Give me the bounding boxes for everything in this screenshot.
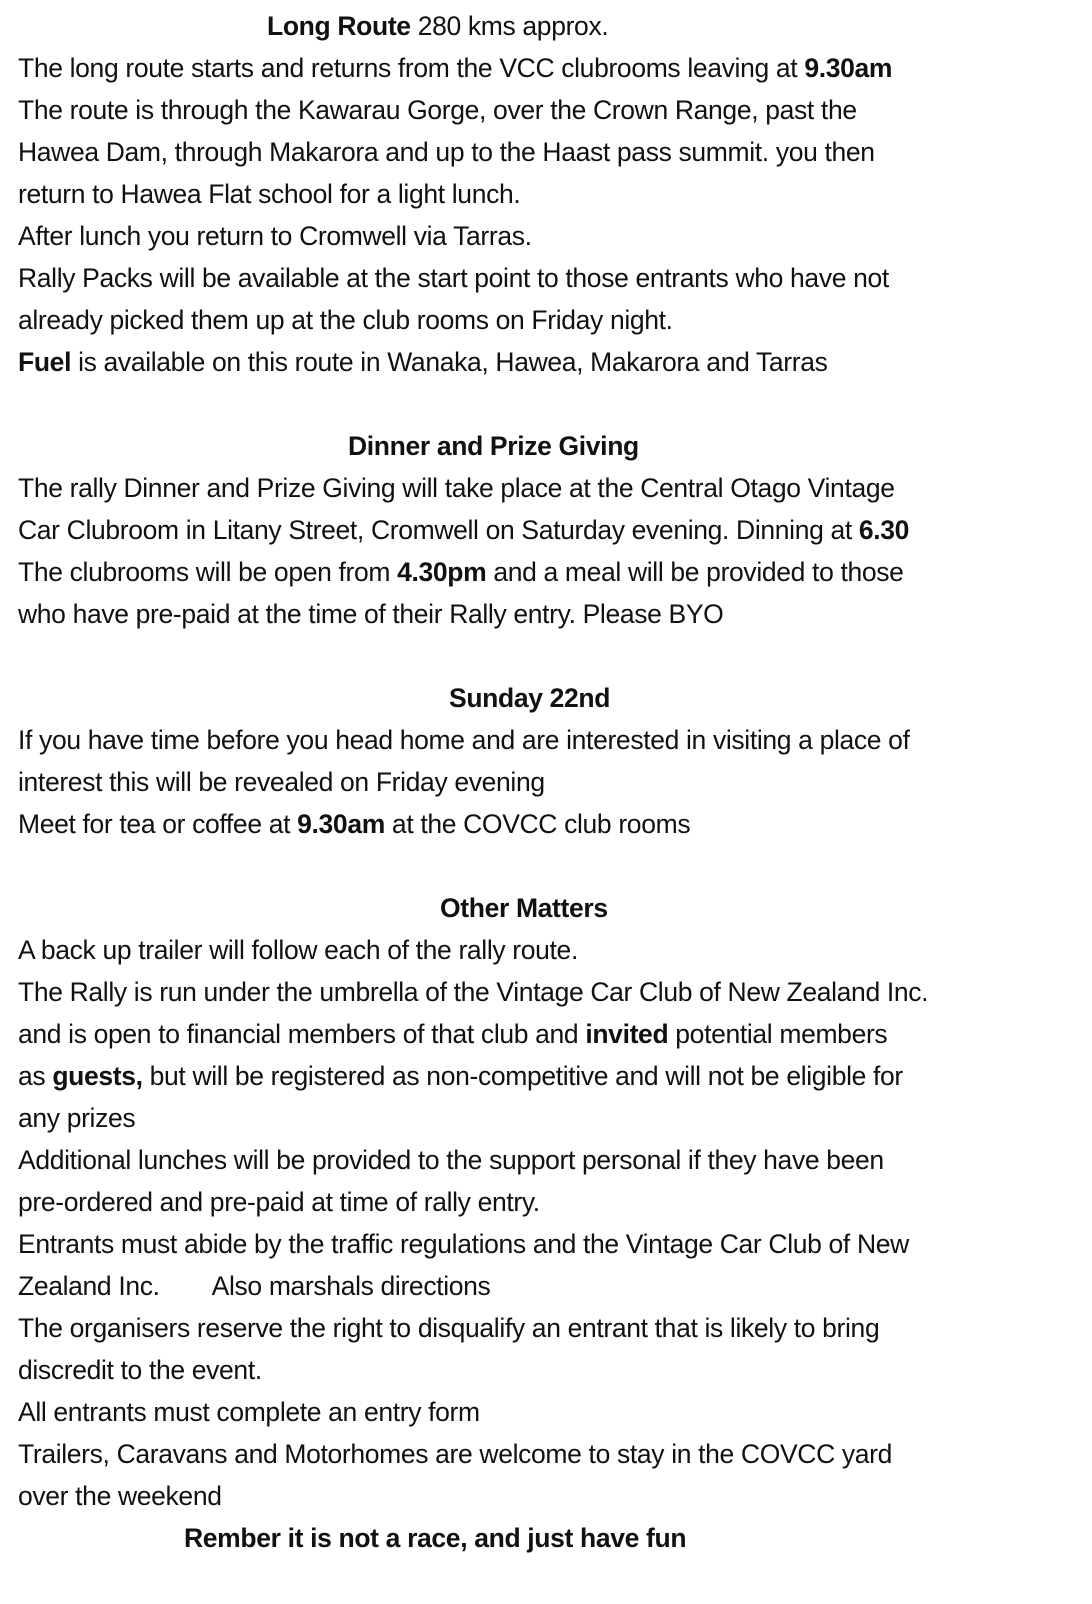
- other-line-8: Entrants must abide by the traffic regulations and the Vintage Car Club of New: [18, 1229, 909, 1259]
- dinner-text: and a meal will be provided to those: [486, 557, 904, 587]
- other-line-12: All entrants must complete an entry form: [18, 1397, 480, 1427]
- other-matters-heading: Other Matters: [440, 893, 608, 923]
- guests-emphasis: guests,: [52, 1061, 143, 1091]
- dinner-line-3: [18, 551, 904, 593]
- other-line-2: The Rally is run under the umbrella of the Vintage Car Club of New Zealand Inc.: [18, 977, 929, 1007]
- long-route-line-8: [18, 341, 828, 383]
- other-line-9: [18, 1265, 490, 1307]
- long-route-start-time: 9.30am: [804, 53, 893, 83]
- other-text: and is open to financial members of that club and: [18, 1019, 586, 1049]
- sunday-heading: Sunday 22nd: [449, 683, 611, 713]
- dinner-text: Car Clubroom in Litany Street, Cromwell on Saturday evening. Dinning at: [18, 515, 859, 545]
- long-route-text: The long route starts and returns from the VCC clubrooms leaving at: [18, 53, 805, 83]
- dinner-line-2: [18, 509, 909, 551]
- other-text: as: [18, 1061, 53, 1091]
- other-text: Zealand Inc.: [18, 1271, 160, 1301]
- long-route-line-1: [18, 47, 892, 89]
- other-line-4: [18, 1055, 903, 1097]
- long-route-line-6: Rally Packs will be available at the start point to those entrants who have not: [18, 263, 889, 293]
- other-line-6: Additional lunches will be provided to the support personal if they have been: [18, 1145, 884, 1175]
- long-route-line-4: return to Hawea Flat school for a light lunch.: [18, 179, 521, 209]
- other-line-14: over the weekend: [18, 1481, 222, 1511]
- other-line-1: A back up trailer will follow each of the rally route.: [18, 935, 578, 965]
- long-route-line-3: Hawea Dam, through Makarora and up to the Haast pass summit. you then: [18, 137, 875, 167]
- dinner-line-4: who have pre-paid at the time of their Rally entry. Please BYO: [18, 599, 724, 629]
- other-line-13: Trailers, Caravans and Motorhomes are welcome to stay in the COVCC yard: [18, 1439, 893, 1469]
- sunday-text: Meet for tea or coffee at: [18, 809, 298, 839]
- closing-message: Rember it is not a race, and just have fun: [184, 1523, 687, 1553]
- other-text: Also marshals directions: [211, 1271, 491, 1301]
- sunday-line-3: [18, 803, 690, 845]
- invited-emphasis: invited: [585, 1019, 669, 1049]
- other-line-3: [18, 1013, 887, 1055]
- long-route-heading-line: [267, 5, 608, 47]
- dinner-line-1: The rally Dinner and Prize Giving will take place at the Central Otago Vintage: [18, 473, 895, 503]
- dinner-text: The clubrooms will be open from: [18, 557, 398, 587]
- long-route-line-5: After lunch you return to Cromwell via Tarras.: [18, 221, 532, 251]
- other-line-11: discredit to the event.: [18, 1355, 262, 1385]
- fuel-label: Fuel: [18, 347, 72, 377]
- dinner-time: 6.30: [858, 515, 910, 545]
- long-route-distance: 280 kms approx.: [410, 11, 609, 41]
- other-line-5: any prizes: [18, 1103, 136, 1133]
- clubrooms-open-time: 4.30pm: [397, 557, 487, 587]
- long-route-line-7: already picked them up at the club rooms on Friday night.: [18, 305, 673, 335]
- other-text: but will be registered as non-competitive and will not be eligible for: [142, 1061, 903, 1091]
- other-text: potential members: [668, 1019, 888, 1049]
- sunday-line-2: interest this will be revealed on Friday evening: [18, 767, 545, 797]
- other-line-7: pre-ordered and pre-paid at time of rally entry.: [18, 1187, 540, 1217]
- long-route-line-2: The route is through the Kawarau Gorge, over the Crown Range, past the: [18, 95, 857, 125]
- other-line-10: The organisers reserve the right to disqualify an entrant that is likely to bring: [18, 1313, 880, 1343]
- fuel-text: is available on this route in Wanaka, Hawea, Makarora and Tarras: [71, 347, 828, 377]
- long-route-heading: Long Route: [267, 11, 411, 41]
- sunday-text: at the COVCC club rooms: [384, 809, 691, 839]
- sunday-line-1: If you have time before you head home and are interested in visiting a place of: [18, 725, 910, 755]
- sunday-meet-time: 9.30am: [297, 809, 385, 839]
- dinner-heading: Dinner and Prize Giving: [348, 431, 639, 461]
